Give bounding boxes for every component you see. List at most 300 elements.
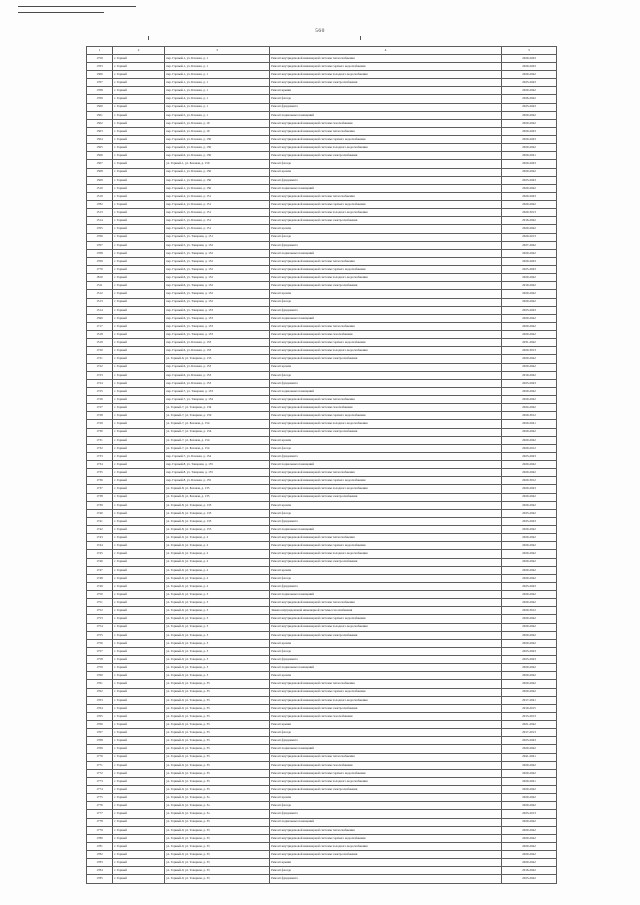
locality: г. Горный <box>113 461 165 469</box>
address: пер. Горный-4, ул. Базовая, д. 1 <box>165 95 270 103</box>
period: 2023-2043 <box>502 737 557 745</box>
address: пер. Горный-6, ул. Базовая, д. 130 <box>165 136 270 144</box>
table-row <box>87 761 557 769</box>
row-number: 1760 <box>87 672 113 680</box>
table-row <box>87 274 557 282</box>
period: 2019-2042 <box>502 371 557 379</box>
work-type: Ремонт внутридомовой инженерной системы теплоснабжения <box>270 54 502 62</box>
row-number: 1780 <box>87 834 113 842</box>
address: ул. Горный-9, ул. Товарная, д. 2 <box>165 566 270 574</box>
period: 2020-2042 <box>502 631 557 639</box>
table-row <box>87 631 557 639</box>
table-row <box>87 62 557 70</box>
table-row <box>87 737 557 745</box>
table-row <box>87 729 557 737</box>
table-row <box>87 550 557 558</box>
row-number: 1768 <box>87 249 113 257</box>
table-row <box>87 241 557 249</box>
locality: г. Горный <box>113 851 165 859</box>
period: 2020-2042 <box>502 794 557 802</box>
period: 2020-2043 <box>502 160 557 168</box>
table-row <box>87 777 557 785</box>
locality: г. Горный <box>113 306 165 314</box>
period: 2020-2042 <box>502 558 557 566</box>
address: ул. Горный-8, ул. Товарная, д. 135 <box>165 501 270 509</box>
row-number: 1503 <box>87 127 113 135</box>
locality: г. Горный <box>113 387 165 395</box>
period: 2020-2042 <box>502 119 557 127</box>
work-type: Ремонт внутридомовой инженерной системы газоснабжения <box>270 331 502 339</box>
locality: г. Горный <box>113 184 165 192</box>
row-number: 1519 <box>87 192 113 200</box>
table-row <box>87 517 557 525</box>
locality: г. Горный <box>113 428 165 436</box>
work-type: Ремонт внутридомовой инженерной системы теплоснабжения <box>270 753 502 761</box>
address: ул. Горный-9, ул. Товарная, д. 3 <box>165 656 270 664</box>
period: 2020-2042 <box>502 168 557 176</box>
table-row <box>87 810 557 818</box>
locality: г. Горный <box>113 339 165 347</box>
locality: г. Горный <box>113 62 165 70</box>
locality: г. Горный <box>113 396 165 404</box>
table-row <box>87 282 557 290</box>
column-header: 1 <box>87 47 113 55</box>
locality: г. Горный <box>113 810 165 818</box>
fragment-line <box>18 12 104 13</box>
table-row <box>87 802 557 810</box>
address: ул. Горный-9, ул. Товарная, д. 3 <box>165 664 270 672</box>
address: ул. Горный-7, ул. Базовая, д. 154 <box>165 420 270 428</box>
table-row <box>87 127 557 135</box>
row-number: 1743 <box>87 534 113 542</box>
table-row <box>87 71 557 79</box>
row-number: 1746 <box>87 558 113 566</box>
work-type: Ремонт внутридомовой инженерной системы горячего водоснабжения <box>270 412 502 420</box>
locality: г. Горный <box>113 298 165 306</box>
table-row <box>87 136 557 144</box>
period: 2020-2042 <box>502 396 557 404</box>
work-type: Ремонт внутридомовой инженерной системы теплоснабжения <box>270 257 502 265</box>
table-row <box>87 712 557 720</box>
period: 2023-2043 <box>502 647 557 655</box>
locality: г. Горный <box>113 607 165 615</box>
locality: г. Горный <box>113 322 165 330</box>
locality: г. Горный <box>113 615 165 623</box>
table-row <box>87 477 557 485</box>
row-number: 1502 <box>87 119 113 127</box>
locality: г. Горный <box>113 875 165 883</box>
table-row <box>87 347 557 355</box>
period: 2041-2041 <box>502 753 557 761</box>
locality: г. Горный <box>113 542 165 550</box>
address: ул. Горный-9, ул. Товарная, д. 3a <box>165 802 270 810</box>
locality: г. Горный <box>113 826 165 834</box>
row-number: 1777 <box>87 810 113 818</box>
table-row <box>87 639 557 647</box>
address: ул. Горный-8, ул. Товарная, д. 155 <box>165 526 270 534</box>
work-type: Ремонт фасада <box>270 867 502 875</box>
table-header-row <box>87 47 557 55</box>
locality: г. Горный <box>113 266 165 274</box>
locality: г. Горный <box>113 168 165 176</box>
address: пер. Горный-6, ул. Товарная, д. 152 <box>165 274 270 282</box>
period: 2020-2042 <box>502 363 557 371</box>
page-number: 560 <box>315 28 325 34</box>
row-number: 1756 <box>87 639 113 647</box>
row-number: 1749 <box>87 582 113 590</box>
scan-fragment-lines <box>18 6 136 18</box>
table-row <box>87 257 557 265</box>
period: 2020-2043 <box>502 192 557 200</box>
table-row <box>87 656 557 664</box>
period: 2020-2042 <box>502 680 557 688</box>
table-row <box>87 745 557 753</box>
address: ул. Горный-9, ул. Товарная, д. 3 <box>165 631 270 639</box>
work-type: Ремонт внутридомовой инженерной системы горячего водоснабжения <box>270 542 502 550</box>
work-type: Ремонт внутридомовой инженерной системы горячего водоснабжения <box>270 834 502 842</box>
work-type: Ремонт кровли <box>270 436 502 444</box>
locality: г. Горный <box>113 794 165 802</box>
address: ул. Горный-1, ул. Базовая, д. 150 <box>165 160 270 168</box>
address: ул. Горный-9, ул. Товарная, д. 35 <box>165 761 270 769</box>
locality: г. Горный <box>113 517 165 525</box>
period: 2023-2043 <box>502 379 557 387</box>
locality: г. Горный <box>113 136 165 144</box>
address: ул. Горный-9, ул. Товарная, д. 3a <box>165 810 270 818</box>
address: пер. Горный-1, ул. Базовая, д. 1 <box>165 54 270 62</box>
locality: г. Горный <box>113 144 165 152</box>
locality: г. Горный <box>113 290 165 298</box>
row-number: 1512 <box>87 290 113 298</box>
locality: г. Горный <box>113 647 165 655</box>
table-row <box>87 404 557 412</box>
table-row <box>87 818 557 826</box>
work-type: Ремонт фасада <box>270 233 502 241</box>
period: 2020-3012 <box>502 477 557 485</box>
address: ул. Горный-9, ул. Товарная, д. 35 <box>165 737 270 745</box>
locality: г. Горный <box>113 485 165 493</box>
work-type: Ремонт крыши <box>270 721 502 729</box>
period: 2020-2042 <box>502 111 557 119</box>
table-row <box>87 168 557 176</box>
locality: г. Горный <box>113 802 165 810</box>
work-type: Ремонт подвальных помещений <box>270 387 502 395</box>
locality: г. Горный <box>113 509 165 517</box>
work-type: Ремонт внутридомовой инженерной системы холодного водоснабжения <box>270 144 502 152</box>
table-row <box>87 363 557 371</box>
locality: г. Горный <box>113 680 165 688</box>
locality: г. Горный <box>113 412 165 420</box>
period: 2020-2043 <box>502 127 557 135</box>
row-number: 1735 <box>87 469 113 477</box>
locality: г. Горный <box>113 355 165 363</box>
address: ул. Горный-9, ул. Товарная, д. 35 <box>165 688 270 696</box>
row-number: 1725 <box>87 387 113 395</box>
period: 2020-2042 <box>502 672 557 680</box>
locality: г. Горный <box>113 225 165 233</box>
work-type: Ремонт подвальных помещений <box>270 111 502 119</box>
period: 2020-3013 <box>502 209 557 217</box>
address: пер. Горный-6, ул. Товарная, д. 152 <box>165 290 270 298</box>
row-number: 1767 <box>87 241 113 249</box>
address: пер. Горный-6, ул. Базовая, д. 133 <box>165 347 270 355</box>
locality: г. Горный <box>113 818 165 826</box>
address: ул. Горный-7, ул. Товарная, д. 134 <box>165 404 270 412</box>
row-number: 1768 <box>87 87 113 95</box>
locality: г. Горный <box>113 217 165 225</box>
work-type: Ремонт внутридомовой инженерной системы электроснабжения <box>270 152 502 160</box>
address: ул. Горный-9, ул. Товарная, д. 35 <box>165 745 270 753</box>
work-type: Ремонт фасада <box>270 802 502 810</box>
locality: г. Горный <box>113 103 165 111</box>
work-type: Ремонт внутридомовой инженерной системы электроснабжения <box>270 79 502 87</box>
address: пер. Горный-8, ул. Товарная, д. 155 <box>165 461 270 469</box>
period: 2017-2013 <box>502 729 557 737</box>
period: 2023-2042 <box>502 509 557 517</box>
row-number: 1759 <box>87 664 113 672</box>
address: пер. Горный-6, ул. Базовая, д. 130 <box>165 152 270 160</box>
table-row <box>87 664 557 672</box>
row-number: 1755 <box>87 631 113 639</box>
row-number: 1740 <box>87 509 113 517</box>
address: ул. Горный-9, ул. Товарная, д. 35 <box>165 704 270 712</box>
locality: г. Горный <box>113 737 165 745</box>
table-row <box>87 412 557 420</box>
work-type: Ремонт внутридомовой инженерной системы электроснабжения <box>270 558 502 566</box>
period: 2020-2041 <box>502 152 557 160</box>
period: 2020-2042 <box>502 71 557 79</box>
address: ул. Горный-9, ул. Товарная, д. 3a <box>165 794 270 802</box>
table-row <box>87 387 557 395</box>
table-row <box>87 558 557 566</box>
work-type: Ремонт кровли <box>270 290 502 298</box>
table-row <box>87 591 557 599</box>
work-type: Ремонт подвальных помещений <box>270 745 502 753</box>
work-type: Ремонт внутридомовой инженерной системы холодного водоснабжения <box>270 209 502 217</box>
table-row <box>87 322 557 330</box>
table-row <box>87 306 557 314</box>
address: ул. Горный-9, ул. Товарная, д. 35 <box>165 729 270 737</box>
locality: г. Горный <box>113 745 165 753</box>
table-row <box>87 753 557 761</box>
row-number: 1764 <box>87 704 113 712</box>
table-row <box>87 534 557 542</box>
table-row <box>87 152 557 160</box>
locality: г. Горный <box>113 534 165 542</box>
work-type: Ремонт кровли <box>270 363 502 371</box>
table-row <box>87 582 557 590</box>
locality: г. Горный <box>113 201 165 209</box>
row-number: 1762 <box>87 688 113 696</box>
address: пер. Горный-6, ул. Товарная, д. 152 <box>165 266 270 274</box>
period: 2019-2042 <box>502 282 557 290</box>
locality: г. Горный <box>113 314 165 322</box>
address: пер. Горный-1, ул. Базовая, д. 150 <box>165 168 270 176</box>
locality: г. Горный <box>113 127 165 135</box>
work-type: Ремонт внутридомовой инженерной системы теплоснабжения <box>270 469 502 477</box>
table-row <box>87 485 557 493</box>
address: ул. Горный-9, ул. Товарная, д. 35 <box>165 859 270 867</box>
table-row <box>87 615 557 623</box>
address: ул. Горный-9, ул. Товарная, д. 2 <box>165 542 270 550</box>
address: пер. Горный-6, ул. Товарная, д. 152 <box>165 282 270 290</box>
work-type: Ремонт фундамента <box>270 656 502 664</box>
work-type: Ремонт фундамента <box>270 582 502 590</box>
address: ул. Горный-7, ул. Товарная, д. 154 <box>165 428 270 436</box>
address: ул. Горный-9, ул. Товарная, д. 35 <box>165 753 270 761</box>
row-number: 1747 <box>87 566 113 574</box>
address: пер. Горный-6, ул. Базовая, д. 133 <box>165 339 270 347</box>
locality: г. Горный <box>113 192 165 200</box>
work-type: Ремонт подвальных помещений <box>270 314 502 322</box>
work-type: Ремонт внутридомовой инженерной системы горячего водоснабжения <box>270 339 502 347</box>
row-number: 1754 <box>87 623 113 631</box>
address: пер. Горный-1, ул. Базовая, д. 1 <box>165 62 270 70</box>
row-number: 1758 <box>87 656 113 664</box>
row-number: 1779 <box>87 826 113 834</box>
address: пер. Горный-6, ул. Базовая, д. 153 <box>165 371 270 379</box>
row-number: 1761 <box>87 680 113 688</box>
address: пер. Горный-8, ул. Товарная, д. 155 <box>165 469 270 477</box>
period: 2020-3013 <box>502 347 557 355</box>
address: пер. Горный-6, ул. Товарная, д. 153 <box>165 314 270 322</box>
locality: г. Горный <box>113 656 165 664</box>
period: 2020-2013 <box>502 233 557 241</box>
work-type: Ремонт внутридомовой инженерной системы электроснабжения <box>270 217 502 225</box>
table-row <box>87 396 557 404</box>
work-type: Ремонт внутридомовой инженерной системы горячего водоснабжения <box>270 477 502 485</box>
table-row <box>87 859 557 867</box>
period: 2020-2042 <box>502 591 557 599</box>
locality: г. Горный <box>113 550 165 558</box>
locality: г. Горный <box>113 639 165 647</box>
work-type: Ремонт внутридомовой инженерной системы электроснабжения <box>270 493 502 501</box>
address: пер. Горный-1, ул. Базовая, д. 150 <box>165 184 270 192</box>
table-row <box>87 103 557 111</box>
locality: г. Горный <box>113 704 165 712</box>
address: пер. Горный-1, ул. Базовая, д. 1 <box>165 79 270 87</box>
row-number: 1738 <box>87 493 113 501</box>
row-number: 1757 <box>87 647 113 655</box>
locality: г. Горный <box>113 420 165 428</box>
row-number: 1767 <box>87 729 113 737</box>
table-row <box>87 672 557 680</box>
work-type: Ремонт внутридомовой инженерной системы газоснабжения <box>270 404 502 412</box>
address: ул. Горный-9, ул. Товарная, д. 35 <box>165 712 270 720</box>
work-type: Ремонт внутридомовой инженерной системы горячего водоснабжения <box>270 201 502 209</box>
address: пер. Горный-5, ул. Базовая, д. 10 <box>165 119 270 127</box>
table-row <box>87 842 557 850</box>
row-number: 1501 <box>87 111 113 119</box>
locality: г. Горный <box>113 574 165 582</box>
address: ул. Горный-8, ул. Товарная, д. 135 <box>165 517 270 525</box>
table-row <box>87 233 557 241</box>
period: 2020-2042 <box>502 761 557 769</box>
locality: г. Горный <box>113 152 165 160</box>
period: 2023-2043 <box>502 176 557 184</box>
table-row <box>87 144 557 152</box>
row-number: 1770 <box>87 753 113 761</box>
work-type: Ремонт кровли <box>270 225 502 233</box>
work-type: Ремонт внутридомовой инженерной системы горячего водоснабжения <box>270 688 502 696</box>
row-number: 1514 <box>87 217 113 225</box>
table-row <box>87 509 557 517</box>
table-row <box>87 688 557 696</box>
locality: г. Горный <box>113 842 165 850</box>
locality: г. Горный <box>113 469 165 477</box>
locality: г. Горный <box>113 452 165 460</box>
period: 2020-2042 <box>502 249 557 257</box>
work-type: Ремонт кровли <box>270 639 502 647</box>
row-number: 1518 <box>87 331 113 339</box>
row-number: 1773 <box>87 777 113 785</box>
period: 2020-2042 <box>502 534 557 542</box>
locality: г. Горный <box>113 526 165 534</box>
column-header: 4 <box>270 47 502 55</box>
period: 2020-2042 <box>502 290 557 298</box>
work-type: Ремонт внутридомовой инженерной системы холодного водоснабжения <box>270 485 502 493</box>
period: 2025-2043 <box>502 266 557 274</box>
address: пер. Горный-4, ул. Базовая, д. 151 <box>165 201 270 209</box>
row-number: 1745 <box>87 550 113 558</box>
period: 2024-2042 <box>502 404 557 412</box>
table-row <box>87 542 557 550</box>
row-number: 1724 <box>87 379 113 387</box>
row-number: 1509 <box>87 176 113 184</box>
table-row <box>87 290 557 298</box>
locality: г. Горный <box>113 834 165 842</box>
work-type: Ремонт внутридомовой инженерной системы электроснабжения <box>270 355 502 363</box>
address: пер. Горный-5, ул. Базовая, д. 151 <box>165 225 270 233</box>
row-number: 1775 <box>87 794 113 802</box>
row-number: 1785 <box>87 875 113 883</box>
row-number: 1733 <box>87 452 113 460</box>
table-row <box>87 574 557 582</box>
row-number: 1728 <box>87 412 113 420</box>
locality: г. Горный <box>113 119 165 127</box>
period: 2020-2042 <box>502 574 557 582</box>
table-row <box>87 209 557 217</box>
address: ул. Горный-9, ул. Товарная, д. 3 <box>165 607 270 615</box>
work-type: Ремонт внутридомовой инженерной системы теплоснабжения <box>270 192 502 200</box>
work-type: Ремонт внутридомовой инженерной системы газоснабжения <box>270 761 502 769</box>
work-type: Ремонт внутридомовой инженерной системы холодного водоснабжения <box>270 777 502 785</box>
period: 2016-2042 <box>502 217 557 225</box>
address: пер. Горный-1, ул. Базовая, д. 1 <box>165 71 270 79</box>
work-type: Ремонт внутридомовой инженерной системы холодного водоснабжения <box>270 71 502 79</box>
table-row <box>87 786 557 794</box>
address: ул. Горный-9, ул. Товарная, д. 2 <box>165 574 270 582</box>
locality: г. Горный <box>113 631 165 639</box>
address: пер. Горный-1, ул. Базовая, д. 150 <box>165 176 270 184</box>
address: ул. Горный-9, ул. Товарная, д. 35 <box>165 680 270 688</box>
period: 2020-2041 <box>502 420 557 428</box>
locality: г. Горный <box>113 721 165 729</box>
row-number: 1741 <box>87 517 113 525</box>
period: 2020-2042 <box>502 542 557 550</box>
work-type: Ремонт подвальных помещений <box>270 818 502 826</box>
work-type: Ремонт фасада <box>270 444 502 452</box>
period: 2020-3012 <box>502 607 557 615</box>
row-number: 1737 <box>87 485 113 493</box>
row-number: 1769 <box>87 745 113 753</box>
period: 2023-2042 <box>502 875 557 883</box>
address: ул. Горный-9, ул. Товарная, д. 2 <box>165 534 270 542</box>
row-number: 1759 <box>87 54 113 62</box>
row-number: 1731 <box>87 436 113 444</box>
address: пер. Горный-6, ул. Товарная, д. 152 <box>165 298 270 306</box>
work-type: Ремонт внутридомовой инженерной системы электроснабжения <box>270 704 502 712</box>
